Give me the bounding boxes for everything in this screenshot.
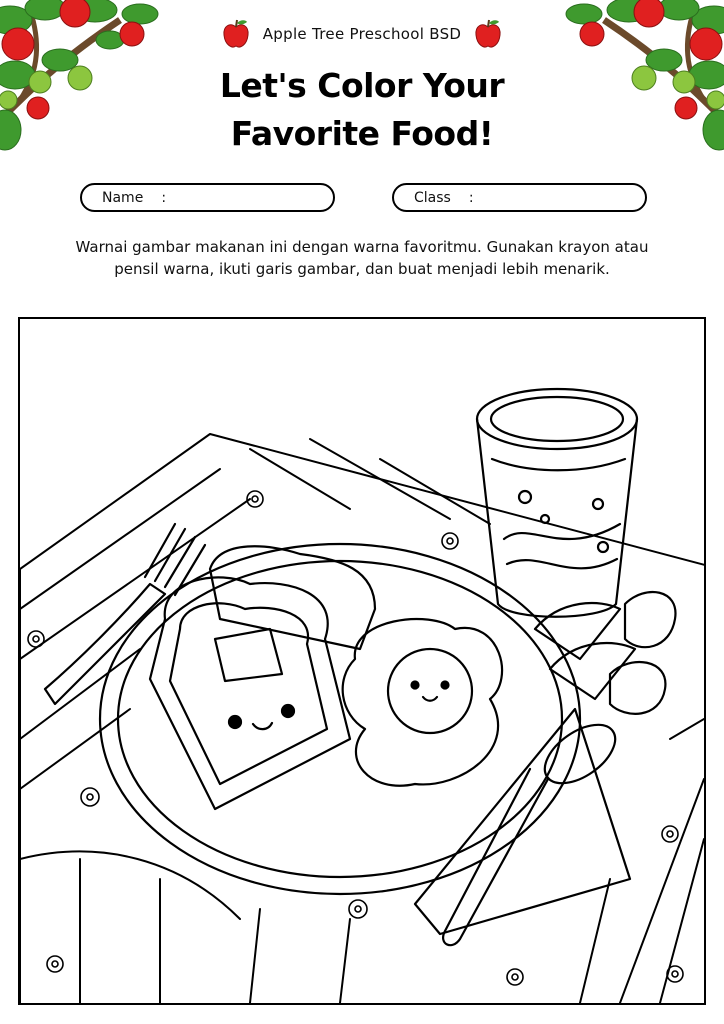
napkin [415, 709, 630, 934]
apple-icon [473, 18, 503, 50]
breakfast-illustration [20, 319, 704, 1003]
spoon [443, 713, 625, 945]
class-field[interactable] [392, 183, 647, 212]
instructions-line-2: pensil warna, ikuti garis gambar, dan buat menjadi lebih menarik. [114, 260, 610, 278]
fried-egg [343, 619, 502, 786]
toast-front [150, 577, 350, 809]
name-separator: : [161, 189, 167, 206]
class-label: Class [414, 189, 451, 206]
name-field[interactable] [80, 183, 335, 212]
title-line-2: Favorite Food! [230, 114, 494, 153]
page-title [0, 62, 724, 158]
coloring-frame [18, 317, 706, 1005]
class-separator: : [468, 189, 474, 206]
apple-icon [221, 18, 251, 50]
name-label: Name [102, 189, 144, 206]
instructions [30, 236, 694, 280]
title-line-1: Let's Color Your [219, 66, 505, 105]
glass-of-water [477, 389, 637, 617]
school-name: Apple Tree Preschool BSD [262, 25, 462, 43]
school-header [0, 18, 724, 50]
plate [100, 544, 580, 894]
instructions-line-1: Warnai gambar makanan ini dengan warna favoritmu. Gunakan krayon atau [75, 238, 649, 256]
